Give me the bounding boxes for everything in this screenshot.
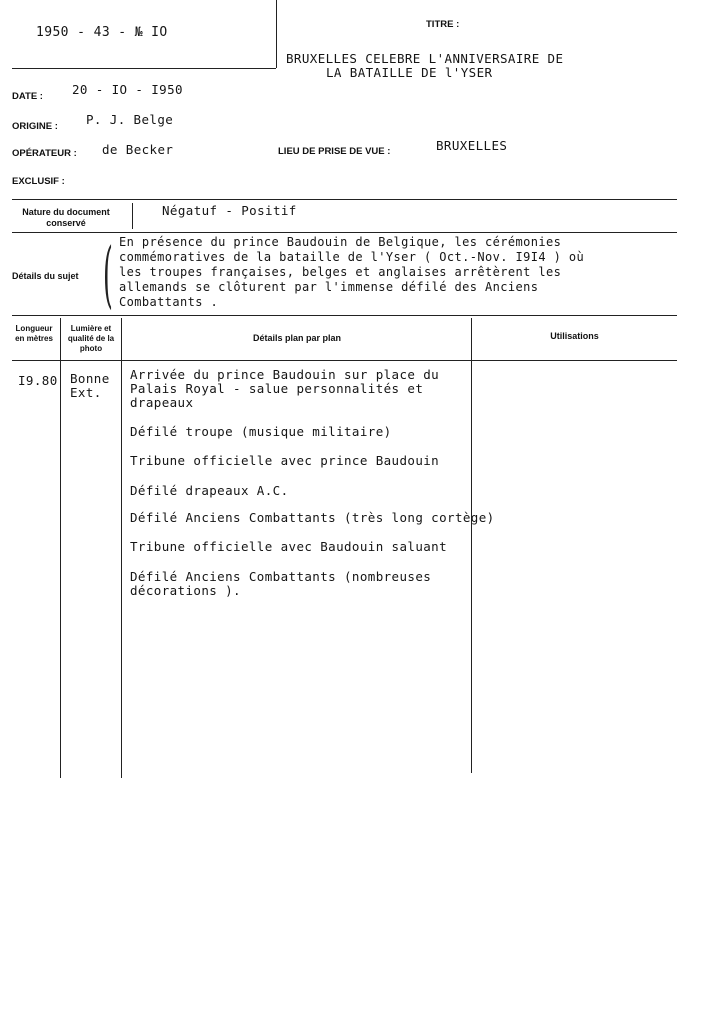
- column-header-plan: Détails plan par plan: [252, 333, 342, 343]
- row-longueur: I9.80: [18, 373, 58, 388]
- lieu-label: LIEU DE PRISE DE VUE :: [278, 146, 391, 157]
- header-divider-horizontal: [12, 68, 276, 69]
- nature-value: Négatuf - Positif: [162, 203, 297, 218]
- operateur-value: de Becker: [102, 142, 174, 157]
- details-label: Détails du sujet: [12, 271, 79, 281]
- plan-item: Tribune officielle avec Baudouin saluant: [130, 539, 448, 554]
- plan-item: Défilé drapeaux A.C.: [130, 483, 289, 498]
- details-bracket: (: [103, 232, 113, 316]
- column-header-utilisations: Utilisations: [550, 331, 599, 341]
- details-value: En présence du prince Baudouin de Belgique, les cérémonies commémoratives de la bataille de l'Yser ( Oct.-Nov. I9I4 ) où les troupes françaises, belges et anglaises arrêtèrent les allemands se clôturent par l'immense défilé des Anciens Combattants .: [119, 235, 585, 309]
- title-label: TITRE :: [426, 19, 460, 30]
- plan-item: Tribune officielle avec prince Baudouin: [130, 453, 440, 468]
- divider-after-metadata: [12, 199, 677, 200]
- reference-number: 1950 - 43 - № IO: [36, 25, 168, 40]
- column-line-2: [121, 318, 122, 778]
- exclusif-label: EXCLUSIF :: [12, 176, 65, 187]
- nature-label: Nature du document conservé: [22, 207, 110, 228]
- origine-label: ORIGINE :: [12, 121, 58, 132]
- column-header-lumiere: Lumière et qualité de la photo: [67, 324, 115, 353]
- plan-item: Défilé Anciens Combattants (nombreuses décorations ).: [130, 569, 432, 598]
- lieu-value: BRUXELLES: [436, 138, 508, 153]
- plan-item: Défilé Anciens Combattants (très long cortège): [130, 510, 495, 525]
- nature-divider: [132, 203, 133, 229]
- operateur-label: OPÉRATEUR :: [12, 148, 77, 159]
- header-divider-vertical: [276, 0, 277, 68]
- plan-item: Défilé troupe (musique militaire): [130, 424, 392, 439]
- date-value: 20 - IO - I950: [72, 82, 183, 97]
- title-line-1: BRUXELLES CELEBRE L'ANNIVERSAIRE DE: [286, 51, 564, 66]
- column-header-longueur: Longueur en mètres: [15, 324, 53, 343]
- table-header-divider: [12, 360, 677, 361]
- column-line-1: [60, 318, 61, 778]
- plan-item: Arrivée du prince Baudouin sur place du Palais Royal - salue personnalités et drapeaux: [130, 367, 440, 410]
- date-label: DATE :: [12, 91, 43, 102]
- row-lumiere: Bonne Ext.: [70, 371, 110, 400]
- origine-value: P. J. Belge: [86, 112, 174, 127]
- divider-before-table: [12, 315, 677, 316]
- title-line-2: LA BATAILLE DE l'YSER: [326, 65, 493, 80]
